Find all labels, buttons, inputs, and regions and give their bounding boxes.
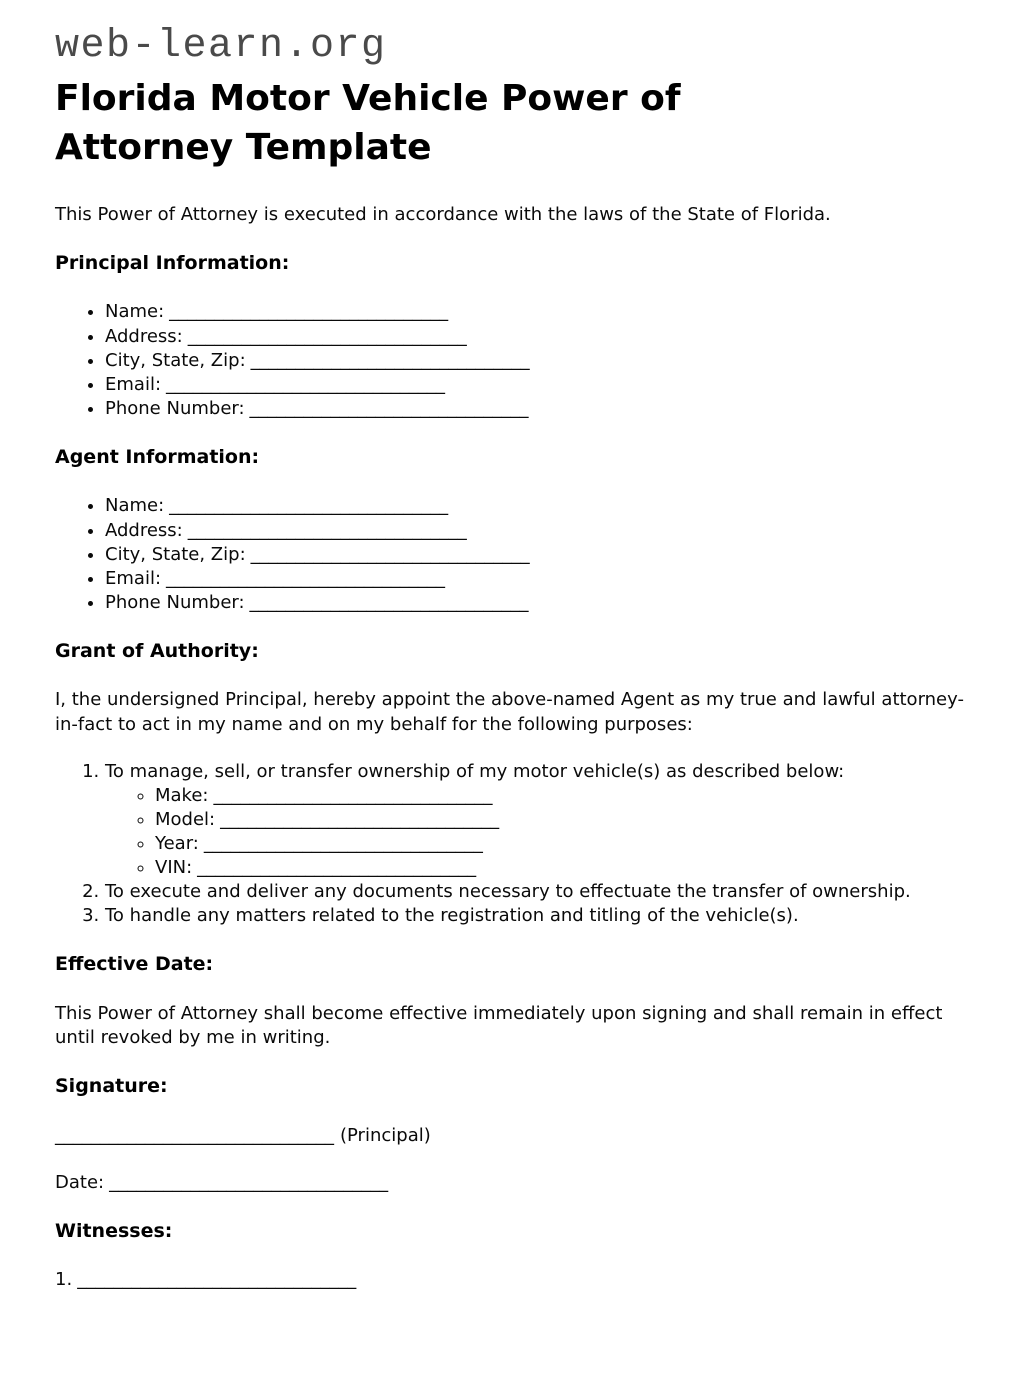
principal-email-field — [105, 373, 970, 397]
grant-item-execute-documents: 2. To execute and deliver any documents necessary to effectuate the transfer of ownership. — [105, 880, 970, 904]
agent-phone-label: Phone Number: — [105, 591, 245, 613]
date-blank: _______________________________ — [109, 1171, 389, 1193]
witness-1-number: 1. — [55, 1269, 73, 1291]
section-heading-principal-information: Principal Information: — [55, 252, 290, 275]
signature-line — [55, 1124, 970, 1148]
site-brand: web-learn.org — [55, 24, 387, 69]
vehicle-year-label: Year: — [155, 833, 199, 855]
agent-phone-field — [105, 591, 970, 615]
grant-paragraph: I, the undersigned Principal, hereby appoint the above-named Agent as my true and lawful attorney-in-fact to act in my name and on my behalf for the following purposes: — [55, 689, 964, 735]
principal-city-state-zip-label: City, State, Zip: — [105, 349, 246, 371]
vehicle-details-list — [105, 784, 970, 880]
principal-address-label: Address: — [105, 325, 183, 347]
principal-phone-field — [105, 397, 970, 421]
principal-address-field — [105, 325, 970, 349]
agent-email-field — [105, 567, 970, 591]
agent-name-field — [105, 494, 970, 518]
principal-phone-label: Phone Number: — [105, 397, 245, 419]
document-title: Florida Motor Vehicle Power of Attorney Template — [55, 78, 681, 168]
principal-city-state-zip-blank: _______________________________ — [250, 349, 530, 371]
agent-city-state-zip-label: City, State, Zip: — [105, 543, 246, 565]
intro-paragraph: This Power of Attorney is executed in accordance with the laws of the State of Florida. — [55, 203, 831, 225]
principal-address-blank: _______________________________ — [187, 325, 467, 347]
vehicle-year-blank: _______________________________ — [203, 833, 483, 855]
vehicle-vin-label: VIN: — [155, 857, 193, 879]
effective-date-paragraph: This Power of Attorney shall become effective immediately upon signing and shall remain in effect until revoked by me in writing. — [55, 1002, 943, 1049]
principal-email-blank: _______________________________ — [166, 373, 446, 395]
grant-item-registration-titling: 3. To handle any matters related to the registration and titling of the vehicle(s). — [105, 904, 970, 928]
vehicle-model-label: Model: — [155, 808, 216, 830]
principal-email-label: Email: — [105, 373, 162, 395]
principal-city-state-zip-field — [105, 349, 970, 373]
agent-city-state-zip-blank: _______________________________ — [250, 543, 530, 565]
grant-item-manage-sell-transfer — [105, 760, 970, 881]
vehicle-model-blank: _______________________________ — [220, 808, 500, 830]
vehicle-model-field — [155, 808, 970, 832]
agent-address-blank: _______________________________ — [187, 519, 467, 541]
principal-fields-list — [55, 300, 970, 421]
date-label: Date: — [55, 1171, 105, 1193]
vehicle-vin-field — [155, 856, 970, 880]
agent-email-label: Email: — [105, 567, 162, 589]
principal-name-field — [105, 300, 970, 324]
section-heading-agent-information: Agent Information: — [55, 446, 260, 469]
vehicle-make-label: Make: — [155, 784, 209, 806]
agent-address-field — [105, 519, 970, 543]
grant-purposes-list — [55, 760, 970, 929]
agent-name-blank: _______________________________ — [169, 495, 449, 517]
section-heading-witnesses: Witnesses: — [55, 1219, 173, 1242]
agent-name-label: Name: — [105, 495, 165, 517]
vehicle-vin-blank: _______________________________ — [197, 857, 477, 879]
agent-email-blank: _______________________________ — [166, 567, 446, 589]
witness-1-blank: _______________________________ — [77, 1269, 357, 1291]
vehicle-make-field — [155, 784, 970, 808]
vehicle-make-blank: _______________________________ — [213, 784, 493, 806]
signature-principal-label: (Principal) — [340, 1124, 431, 1146]
vehicle-year-field — [155, 832, 970, 856]
principal-name-label: Name: — [105, 301, 165, 323]
section-heading-grant-of-authority: Grant of Authority: — [55, 640, 259, 663]
agent-fields-list — [55, 494, 970, 615]
grant-item-1-text: To manage, sell, or transfer ownership of my motor vehicle(s) as described below: — [105, 760, 845, 782]
principal-name-blank: _______________________________ — [169, 301, 449, 323]
signature-blank: _______________________________ — [55, 1124, 334, 1146]
section-heading-signature: Signature: — [55, 1075, 168, 1098]
agent-phone-blank: _______________________________ — [249, 591, 529, 613]
section-heading-effective-date: Effective Date: — [55, 953, 214, 976]
date-line — [55, 1171, 970, 1195]
witness-line-1 — [55, 1268, 970, 1292]
agent-city-state-zip-field — [105, 543, 970, 567]
agent-address-label: Address: — [105, 519, 183, 541]
principal-phone-blank: _______________________________ — [249, 397, 529, 419]
